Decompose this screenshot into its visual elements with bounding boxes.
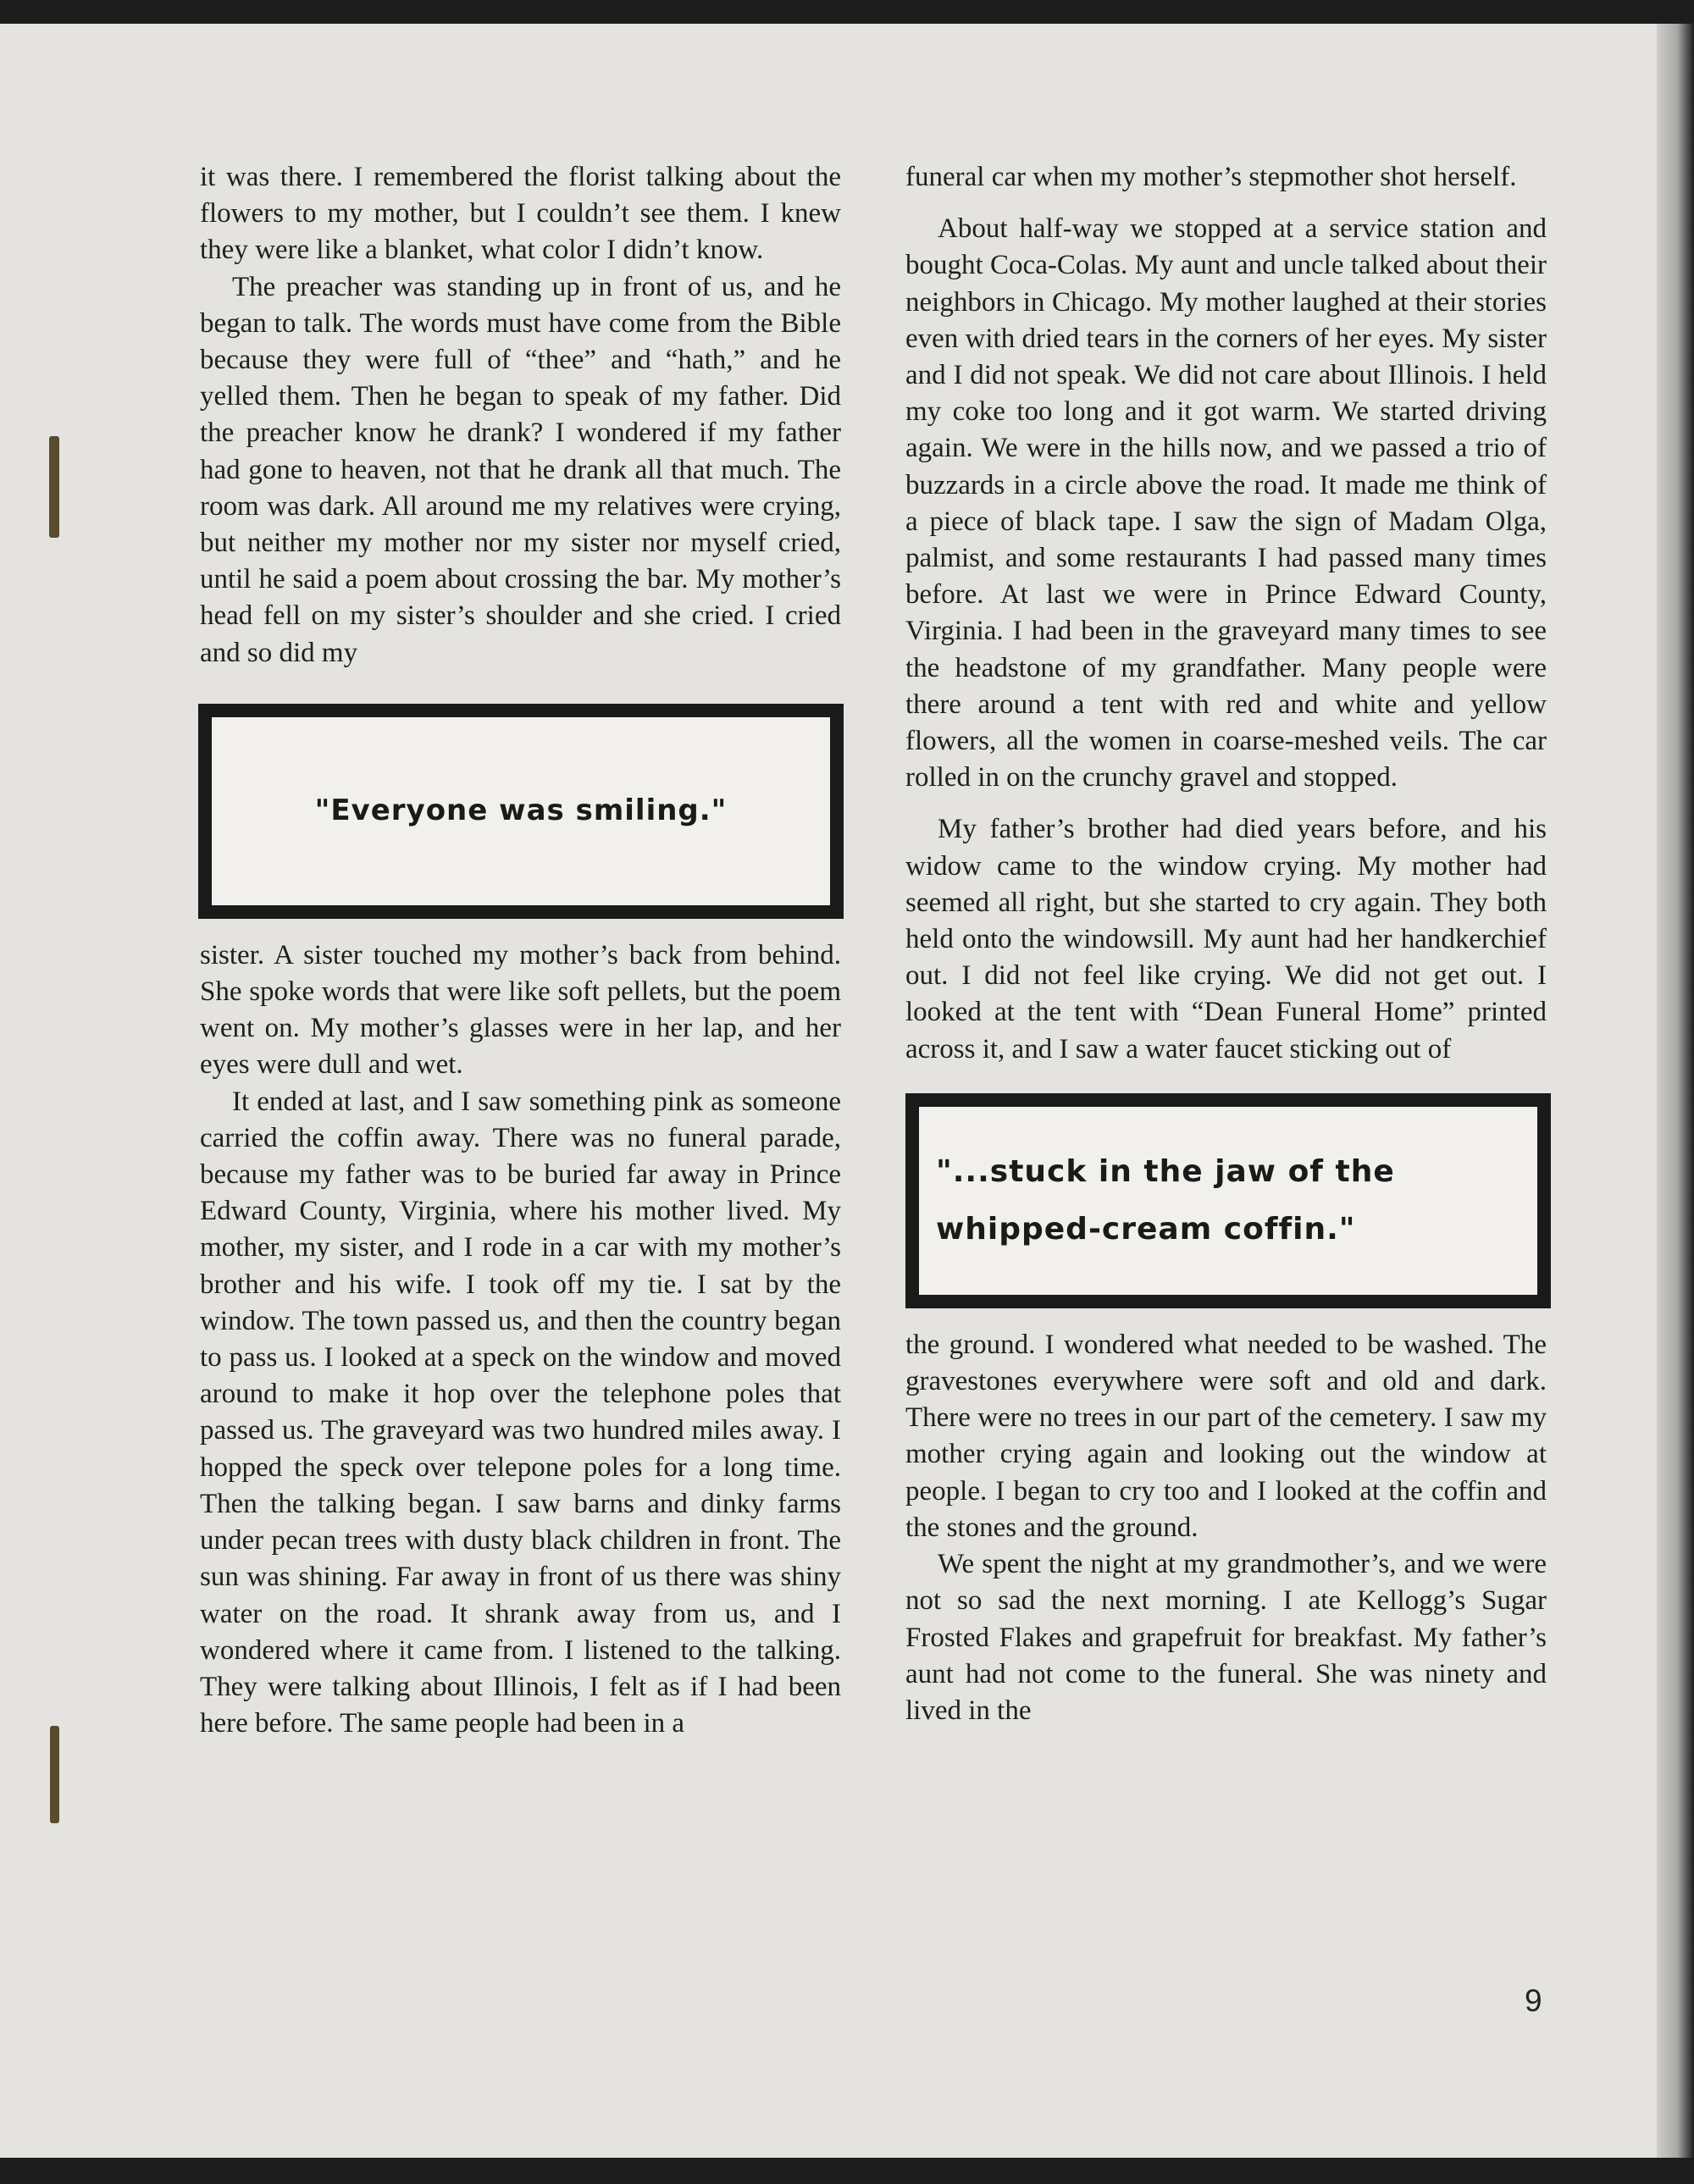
left-column bbox=[200, 159, 841, 1742]
right-paragraph-2: About half-way we stopped at a service station and bought Coca-Colas. My aunt and uncle talked about their neighbors in Chicago. My mother laughed at their stories even with dried tears in the corners of her eyes. My sister and I did not speak. We did not care about Illinois. I held my coke too long and it got warm. We started driving again. We were in the hills now, and we passed a trio of buzzards in a circle above the road. It made me think of a piece of black tape. I saw the sign of Madam Olga, palmist, and some restaurants I had passed many times before. At last we were in Prince Edward County, Virginia. I had been in the graveyard many times to see the headstone of my grandfather. Many people were there around a tent with red and white and yellow flowers, all the women in coarse-meshed veils. The car rolled in on the crunchy gravel and stopped. bbox=[905, 213, 1547, 793]
right-paragraph-3: My father’s brother had died years before, and his widow came to the window crying. My mother had seemed all right, but she started to cry again. They both held onto the windowsill. My aunt had her handkerchief out. I did not feel like crying. We did not get out. I looked at the tent with “Dean Funeral Home” printed across it, and I saw a water faucet sticking out of bbox=[905, 814, 1547, 1064]
left-paragraph-2: The preacher was standing up in front of us, and he began to talk. The words must have come from the Bible because they were full of “thee” and “hath,” and he yelled them. Then he began to speak of my father. Did the preacher know he drank? I wondered if my father had gone to heaven, not that he drank all that much. The room was dark. All around me my relatives were crying, but neither my mother nor my sister nor myself cried, until he said a poem about crossing the bar. My mother’s head fell on my sister’s shoulder and she cried. I cried and so did my bbox=[200, 271, 841, 668]
right-column bbox=[905, 159, 1547, 1729]
left-paragraph-1: it was there. I remembered the florist talking about the flowers to my mother, but I couldn’t see them. I knew they were like a blanket, what color I didn’t know. bbox=[200, 162, 841, 266]
pullquote-text: "Everyone was smiling." bbox=[314, 793, 728, 828]
pullquote-everyone-smiling bbox=[198, 704, 844, 919]
page-edge-shadow bbox=[1657, 24, 1694, 2158]
pullquote-whipped-cream-coffin bbox=[905, 1093, 1551, 1308]
left-paragraph-4: It ended at last, and I saw something pink as someone carried the coffin away. There was no funeral parade, because my father was to be buried far away in Prince Edward County, Virginia, where his mother lived. My mother, my sister, and I rode in a car with my mother’s brother and his wife. I took off my tie. I sat by the window. The town passed us, and then the country began to pass us. I looked at a speck on the window and moved around to make it hop over the telephone poles that passed us. The graveyard was two hundred miles away. I hopped the speck over telepone poles for a long time. Then the talking began. I saw barns and dinky farms under pecan trees with dusty black children in front. The sun was shining. Far away in front of us there was shiny water on the road. It shrank away from us, and I wondered where it came from. I listened to the talking. They were talking about Illinois, I felt as if I had been here before. The same people had been in a bbox=[200, 1086, 841, 1739]
pullquote-text: "...stuck in the jaw of the whipped-cream coffin." bbox=[936, 1153, 1395, 1247]
binding-staple-top bbox=[49, 436, 59, 538]
binding-staple-bottom bbox=[50, 1726, 59, 1823]
right-paragraph-1: funeral car when my mother’s stepmother shot herself. bbox=[905, 162, 1517, 192]
right-paragraph-5: We spent the night at my grandmother’s, and we were not so sad the next morning. I ate Kellogg’s Sugar Frosted Flakes and grapefruit for breakfast. My father’s aunt had not come to the funeral. She was ninety and lived in the bbox=[905, 1549, 1547, 1726]
right-paragraph-4: the ground. I wondered what needed to be washed. The gravestones everywhere were soft and old and dark. There were no trees in our part of the cemetery. I saw my mother crying again and looking out the window at people. I began to cry too and I looked at the coffin and the stones and the ground. bbox=[905, 1329, 1547, 1543]
left-paragraph-3: sister. A sister touched my mother’s back from behind. She spoke words that were like soft pellets, but the poem went on. My mother’s glasses were in her lap, and her eyes were dull and wet. bbox=[200, 939, 841, 1081]
page-number: 9 bbox=[1525, 1983, 1542, 2018]
